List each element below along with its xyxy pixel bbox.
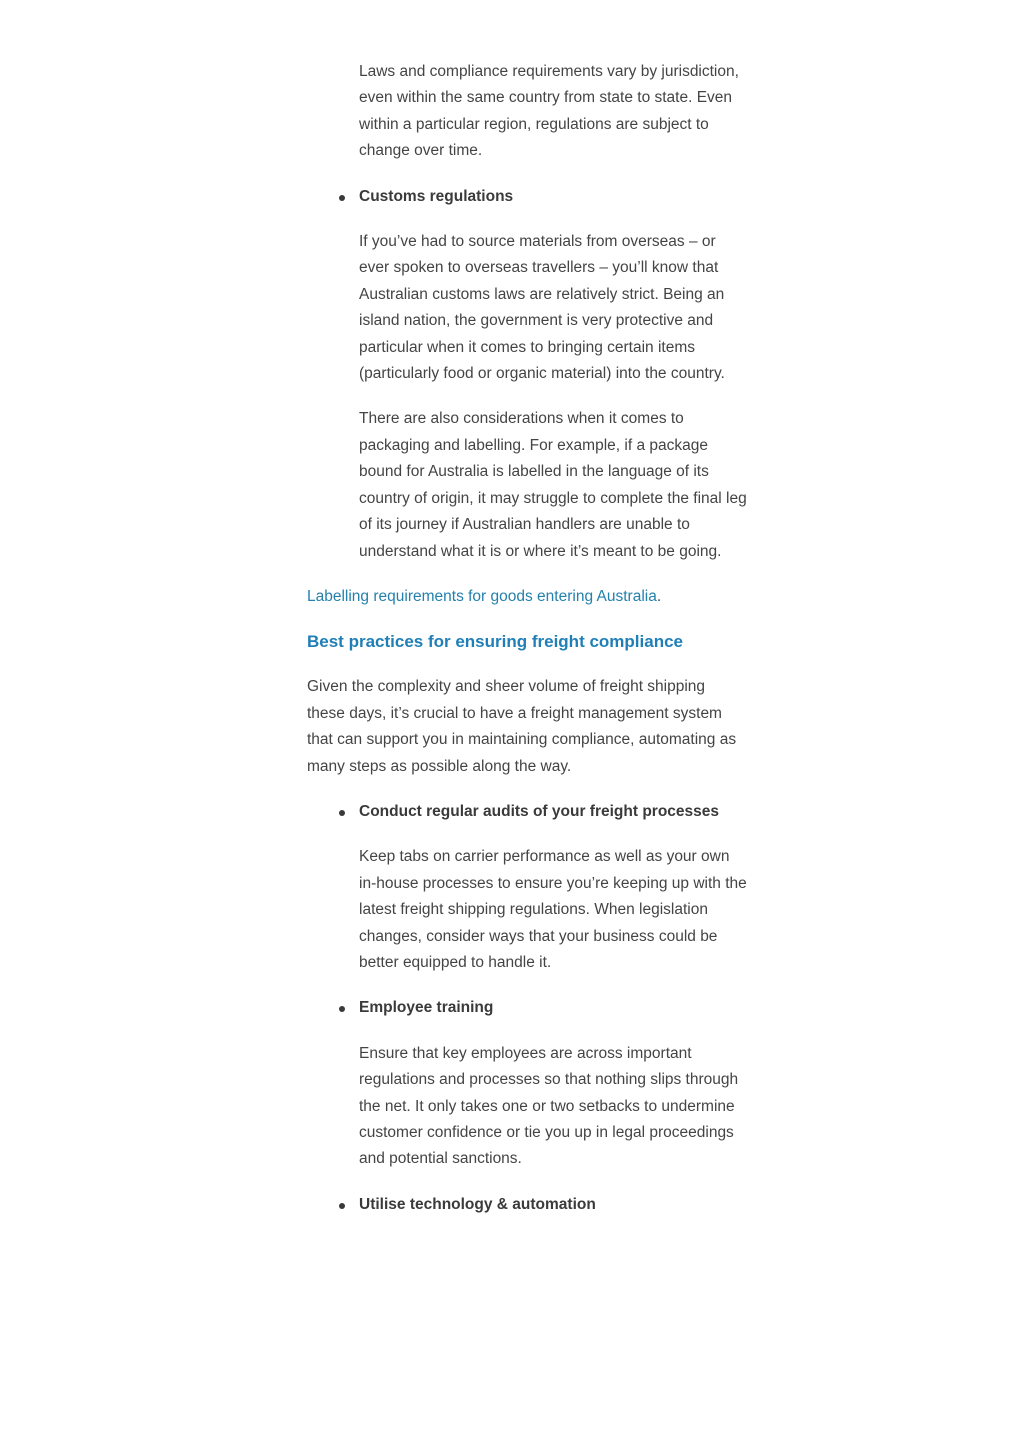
- link-suffix: .: [656, 587, 662, 605]
- bullet-conduct-audits: [359, 799, 747, 825]
- training-paragraph: Ensure that key employees are across important regulations and processes so that nothing slips through the net. It only takes one or two setbacks to undermine customer confidence or tie you up in legal proceedings and potential sanctions.: [359, 1044, 739, 1168]
- bullet-utilise-technology: [359, 1192, 747, 1218]
- best-practices-intro: Given the complexity and sheer volume of freight shipping these days, it’s crucial to have a freight management system that can support you in maintaining compliance, automating as many steps as possible along the way.: [307, 678, 737, 775]
- bullet-title: Conduct regular audits of your freight processes: [359, 802, 720, 820]
- bullet-title: Employee training: [359, 999, 494, 1017]
- bullet-dot-icon: [339, 1006, 345, 1012]
- bullet-title: Customs regulations: [359, 187, 514, 205]
- audits-paragraph: Keep tabs on carrier performance as well as your own in-house processes to ensure you’re keeping up with the latest freight shipping regulations. When legislation changes, consider ways that your business could be better equipped to handle it.: [359, 848, 747, 971]
- customs-paragraph-2: There are also considerations when it comes to packaging and labelling. For example, if a package bound for Australia is labelled in the language of its country of origin, it may struggle to complete the final leg of its journey if Australian handlers are unable to understand what it is or where it’s meant to be going.: [359, 410, 747, 560]
- labelling-link-line: [307, 584, 747, 610]
- bullet-dot-icon: [339, 195, 345, 201]
- bullet-dot-icon: [339, 1203, 345, 1209]
- bullet-title: Utilise technology & automation: [359, 1195, 596, 1213]
- section-heading: Best practices for ensuring freight compliance: [307, 632, 683, 652]
- customs-paragraph-1: If you’ve had to source materials from overseas – or ever spoken to overseas travellers – you’ll know that Australian customs laws are relatively strict. Being an island nation, the government is very protective and particular when it comes to bringing certain items (particularly food or organic material) into the country.: [359, 233, 725, 383]
- bullet-customs-regulations: [359, 184, 747, 210]
- intro-paragraph: Laws and compliance requirements vary by jurisdiction, even within the same country from state to state. Even within a particular region, regulations are subject to change over time.: [359, 63, 739, 160]
- labelling-requirements-link[interactable]: Labelling requirements for goods entering Australia: [307, 587, 657, 605]
- article-body: [307, 59, 747, 1237]
- bullet-employee-training: [359, 995, 747, 1021]
- bullet-dot-icon: [339, 810, 345, 816]
